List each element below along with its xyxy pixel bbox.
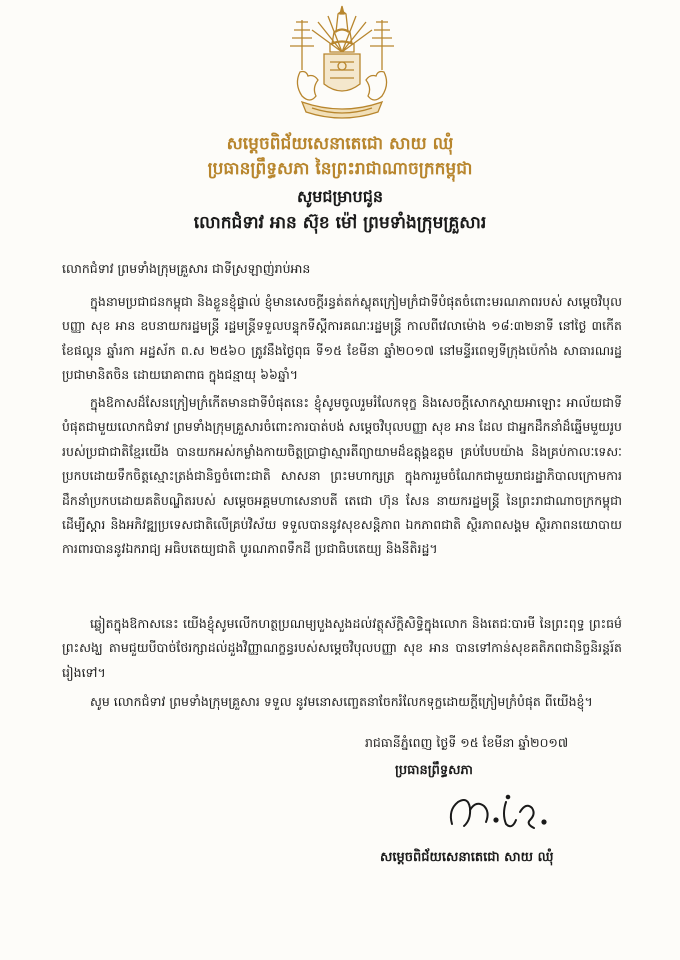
royal-coat-of-arms-icon bbox=[272, 0, 412, 126]
paragraph-4: សូម លោកជំទាវ ព្រមទាំងក្រុមគ្រួសារ ទទួល នូវមនោសញ្ចេតនាចែករំលែកទុក្ខដោយក្តីក្រៀមក្រំបំផុត ពីយើងខ្ញុំ។ bbox=[90, 694, 593, 709]
office-heading: ប្រធានព្រឹទ្ធសភា នៃព្រះរាជាណាចក្រកម្ពុជា bbox=[207, 159, 473, 179]
send-to-heading: សូមជម្រាបជូន bbox=[296, 187, 383, 206]
signature-image bbox=[440, 790, 570, 835]
signer-title: ប្រធានព្រឹទ្ធសភា bbox=[395, 763, 473, 778]
recipient-heading: លោកជំទាវ អាន ស៊ុខ ម៉ៅ ព្រមទាំងក្រុមគ្រួសារ bbox=[193, 213, 487, 233]
paragraph-2: ក្នុងឱកាសដ៏សែនក្រៀមក្រំកើតមានជាទីបំផុតនេះ ខ្ញុំសូមចូលរួមរំលែកទុក្ខ និងសេចក្តីសោកស្តាយអាឡោះ អាល័យជាទីបំផុតជាមួយលោកជំទាវ ព្រមទាំងក្រុមគ្រួសារចំពោះការបាត់បង់ សម្តេចវិបុលបញ្ញា សុខ អាន ដែល ជាអ្នកដឹកនាំដ៏ឆ្នើមមួយរូបរបស់ប្រជាជាតិខ្មែរយើង បានយកអស់កម្លាំងកាយចិត្តប្រាជ្ញាស្មារតីព្យាយាមដ៏ឧត្តុង្គឧត្តម គ្រប់បែបយ៉ាង និងគ្រប់កាលៈទេសៈប្រកបដោយទឹកចិត្តស្មោះត្រង់ជានិច្ចចំពោះជាតិ សាសនា ព្រះមហាក្សត្រ ក្នុងការរួមចំណែកជាមួយរាជរដ្ឋាភិបាលក្រោមការដឹកនាំប្រកបដោយគតិបណ្ឌិតរបស់ សម្តេចអគ្គមហាសេនាបតី តេជោ ហ៊ុន សែន នាយករដ្ឋមន្ត្រី នៃព្រះរាជាណាចក្រកម្ពុជា ដើម្បីស្តារ និងអភិវឌ្ឍប្រទេសជាតិលើគ្រប់វិស័យ ទទួលបាននូវសុខសន្តិភាព ឯកភាពជាតិ ស្ថិរភាពសង្គម ស្ថិរភាពនយោបាយ ការពារបាននូវឯករាជ្យ អធិបតេយ្យជាតិ បូរណភាពទឹកដី ប្រជាធិបតេយ្យ និងនីតិរដ្ឋ។ bbox=[62, 395, 622, 557]
paragraph-3: ឆ្លៀតក្នុងឱកាសនេះ យើងខ្ញុំសូមលើកហត្ថប្រណម្យបួងសួងដល់វត្ថុស័ក្តិសិទ្ធិក្នុងលោក និងតេជៈបារមី នៃព្រះពុទ្ធ ព្រះធម៌ ព្រះសង្ឃ តាមជួយបីបាច់ថែរក្សាដល់ដួងវិញ្ញាណក្ខន្ធរបស់សម្តេចវិបុលបញ្ញា សុខ អាន បានទៅកាន់សុខគតិភពជានិច្ចនិរន្តរ៍តរៀងទៅ។ bbox=[62, 616, 622, 680]
salutation: លោកជំទាវ ព្រមទាំងក្រុមគ្រួសារ ជាទីស្រឡាញ់រាប់អាន bbox=[62, 261, 311, 276]
paragraph-1: ក្នុងនាមប្រជាជនកម្ពុជា និងខ្លួនខ្ញុំផ្ទាល់ ខ្ញុំមានសេចក្តីរន្ធត់តក់ស្លុតក្រៀមក្រំជាទីបំផុតចំពោះមរណភាពរបស់ សម្តេចវិបុលបញ្ញា សុខ អាន ឧបនាយករដ្ឋមន្ត្រី រដ្ឋមន្ត្រីទទួលបន្ទុកទីស្តីការគណៈរដ្ឋមន្ត្រី កាលពីវេលាម៉ោង ១៨:៣២នាទី នៅថ្ងៃ ៣កើត ខែផល្គុន ឆ្នាំរកា អដ្ឋស័ក ព.ស ២៥៦០ ត្រូវនឹងថ្ងៃពុធ ទី១៥ ខែមីនា ឆ្នាំ២០១៧ នៅមន្ទីរពេទ្យទីក្រុងប៉េកាំង សាធារណរដ្ឋប្រជាមានិតចិន ដោយរោគាពាធ ក្នុងជន្មាយុ ៦៦ឆ្នាំ។ bbox=[62, 294, 622, 383]
date-line: រាជធានីភ្នំពេញ ថ្ងៃទី ១៥ ខែមីនា ឆ្នាំ២០១៧ bbox=[365, 735, 569, 750]
signer-name: សម្តេចពិជ័យសេនាតេជោ សាយ ឈុំ bbox=[380, 850, 554, 865]
signer-heading: សម្តេចពិជ័យសេនាតេជោ សាយ ឈុំ bbox=[226, 134, 454, 154]
